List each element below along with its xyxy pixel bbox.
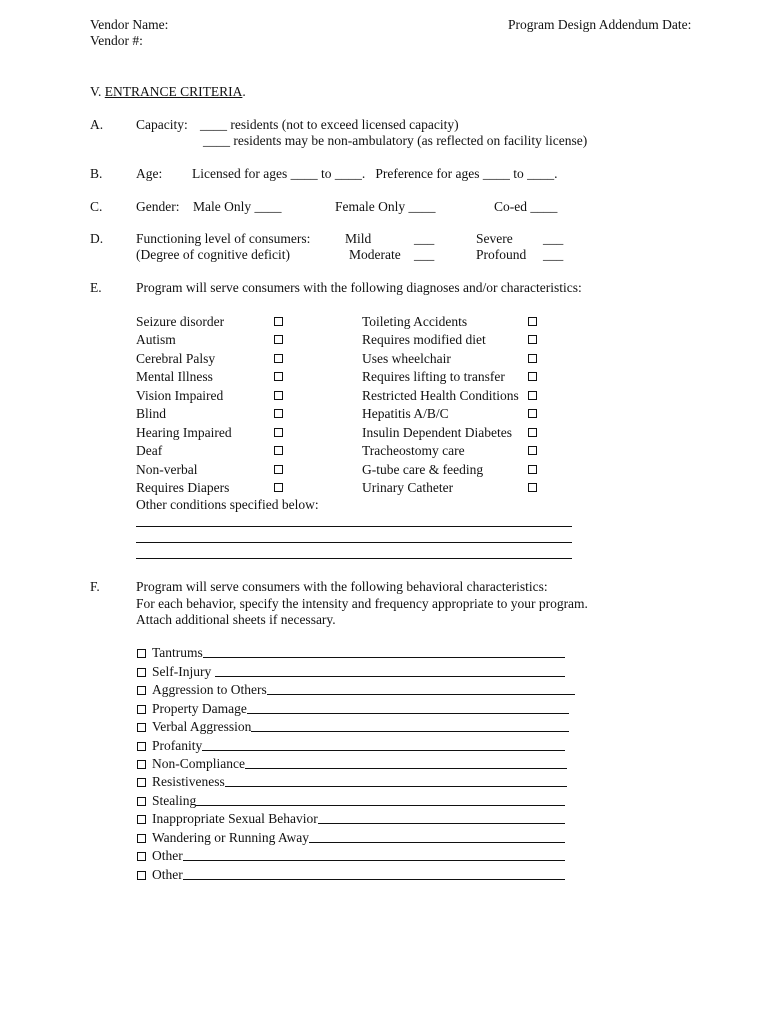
capacity-row-1 <box>200 117 459 133</box>
other-conditions-label: Other conditions specified below: <box>136 497 319 512</box>
level-moderate-blank[interactable]: ___ <box>414 247 435 262</box>
level-severe-blank[interactable]: ___ <box>543 231 564 246</box>
section-title <box>90 84 246 100</box>
gender-label: Gender: <box>136 199 180 214</box>
behavior-label: Other <box>152 867 183 882</box>
diag-right-label-0: Toileting Accidents <box>362 314 468 329</box>
diag-right-checkbox-5[interactable] <box>528 409 537 418</box>
vendor-name-label: Vendor Name: <box>90 17 169 32</box>
diag-right-label-4: Restricted Health Conditions <box>362 388 519 403</box>
addendum-date-label: Program Design Addendum Date: <box>508 17 692 32</box>
level-mild-blank[interactable]: ___ <box>414 231 435 246</box>
diag-right-label-8: G-tube care & feeding <box>362 462 484 477</box>
level-mild-label: Mild <box>345 231 372 246</box>
other-conditions-line-2[interactable] <box>136 542 572 543</box>
behavior-label: Other <box>152 848 183 863</box>
behavior-row-resistiveness <box>137 774 567 790</box>
capacity-text-2: residents may be non-ambulatory (as reflected on facility license) <box>233 133 588 148</box>
diag-left-label-4: Vision Impaired <box>136 388 224 403</box>
item-letter-d: D. <box>90 231 104 246</box>
age-label: Age: <box>136 166 163 181</box>
section-number: V. <box>90 84 102 99</box>
behavior-row-other-1 <box>137 848 565 864</box>
diag-right-checkbox-3[interactable] <box>528 372 537 381</box>
behavior-row-tantrums <box>137 645 565 661</box>
diag-right-label-6: Insulin Dependent Diabetes <box>362 425 512 440</box>
capacity-row-2 <box>203 133 587 149</box>
behavior-line[interactable] <box>183 879 565 880</box>
diag-left-checkbox-2[interactable] <box>274 354 283 363</box>
behavior-checkbox[interactable] <box>137 742 146 751</box>
diag-left-checkbox-7[interactable] <box>274 446 283 455</box>
item-letter-e: E. <box>90 280 102 295</box>
behavior-label: Verbal Aggression <box>152 719 252 734</box>
behavior-checkbox[interactable] <box>137 834 146 843</box>
behavior-line[interactable] <box>183 860 565 861</box>
behavior-checkbox[interactable] <box>137 871 146 880</box>
diag-right-label-9: Urinary Catheter <box>362 480 454 495</box>
diag-right-label-7: Tracheostomy care <box>362 443 465 458</box>
age-ranges[interactable]: Licensed for ages ____ to ____. Preference for ages ____ to ____. <box>192 166 558 181</box>
diag-right-checkbox-2[interactable] <box>528 354 537 363</box>
behavior-label: Self-Injury <box>152 664 212 679</box>
behavior-label: Inappropriate Sexual Behavior <box>152 811 318 826</box>
diag-left-checkbox-8[interactable] <box>274 465 283 474</box>
diagnoses-intro: Program will serve consumers with the following diagnoses and/or characteristics: <box>136 280 582 295</box>
diag-right-label-1: Requires modified diet <box>362 332 486 347</box>
capacity-blank-1[interactable]: ____ <box>200 117 227 132</box>
behavior-label: Resistiveness <box>152 774 225 789</box>
diag-left-checkbox-6[interactable] <box>274 428 283 437</box>
behavior-label: Non-Compliance <box>152 756 245 771</box>
behavior-label: Profanity <box>152 738 203 753</box>
gender-coed[interactable]: Co-ed ____ <box>494 199 558 214</box>
level-profound-label: Profound <box>476 247 527 262</box>
item-letter-b: B. <box>90 166 103 181</box>
behavior-checkbox[interactable] <box>137 686 146 695</box>
behavior-line[interactable] <box>318 823 565 824</box>
section-period: . <box>242 84 246 99</box>
behavior-intro-3: Attach additional sheets if necessary. <box>136 612 336 627</box>
capacity-label: Capacity: <box>136 117 188 132</box>
behavior-intro-2: For each behavior, specify the intensity and frequency appropriate to your program. <box>136 596 588 611</box>
diag-right-label-5: Hepatitis A/B/C <box>362 406 449 421</box>
other-conditions-line-3[interactable] <box>136 558 572 559</box>
behavior-row-non-compliance <box>137 756 567 772</box>
behavior-line[interactable] <box>245 768 567 769</box>
diag-left-label-5: Blind <box>136 406 167 421</box>
gender-female-only[interactable]: Female Only ____ <box>335 199 436 214</box>
level-severe-label: Severe <box>476 231 513 246</box>
behavior-label: Stealing <box>152 793 197 808</box>
behavior-line[interactable] <box>215 676 565 677</box>
behavior-checkbox[interactable] <box>137 852 146 861</box>
behavior-row-inappropriate-sexual <box>137 811 565 827</box>
other-conditions-line-1[interactable] <box>136 526 572 527</box>
behavior-line[interactable] <box>225 786 567 787</box>
capacity-blank-2[interactable]: ____ <box>203 133 230 148</box>
behavior-checkbox[interactable] <box>137 723 146 732</box>
diag-right-label-2: Uses wheelchair <box>362 351 451 366</box>
diag-left-label-8: Non-verbal <box>136 462 198 477</box>
diag-left-label-9: Requires Diapers <box>136 480 230 495</box>
vendor-number-label: Vendor #: <box>90 33 143 48</box>
functioning-sublabel: (Degree of cognitive deficit) <box>136 247 291 262</box>
diag-right-label-3: Requires lifting to transfer <box>362 369 505 384</box>
behavior-row-property-damage <box>137 701 569 717</box>
diag-left-checkbox-5[interactable] <box>274 409 283 418</box>
diag-left-label-0: Seizure disorder <box>136 314 225 329</box>
behavior-line[interactable] <box>247 713 569 714</box>
diag-left-label-7: Deaf <box>136 443 163 458</box>
behavior-checkbox[interactable] <box>137 705 146 714</box>
diag-left-checkbox-0[interactable] <box>274 317 283 326</box>
behavior-checkbox[interactable] <box>137 668 146 677</box>
item-letter-c: C. <box>90 199 103 214</box>
diag-right-checkbox-4[interactable] <box>528 391 537 400</box>
diag-left-label-2: Cerebral Palsy <box>136 351 216 366</box>
behavior-checkbox[interactable] <box>137 778 146 787</box>
behavior-row-self-injury <box>137 664 565 680</box>
behavior-checkbox[interactable] <box>137 815 146 824</box>
behavior-line[interactable] <box>202 750 565 751</box>
behavior-checkbox[interactable] <box>137 760 146 769</box>
level-moderate-label: Moderate <box>349 247 401 262</box>
behavior-checkbox[interactable] <box>137 649 146 658</box>
level-profound-blank[interactable]: ___ <box>543 247 564 262</box>
section-heading: ENTRANCE CRITERIA <box>104 84 243 99</box>
capacity-text-1: residents (not to exceed licensed capacity) <box>230 117 459 132</box>
behavior-line[interactable] <box>251 731 569 732</box>
behavior-row-profanity <box>137 738 565 754</box>
diag-left-checkbox-3[interactable] <box>274 372 283 381</box>
item-letter-f: F. <box>90 579 100 594</box>
behavior-line[interactable] <box>267 694 575 695</box>
diag-left-checkbox-4[interactable] <box>274 391 283 400</box>
behavior-row-aggression <box>137 682 575 698</box>
behavior-line[interactable] <box>203 657 565 658</box>
behavior-label: Aggression to Others <box>152 682 267 697</box>
behavior-label: Property Damage <box>152 701 247 716</box>
diag-left-checkbox-1[interactable] <box>274 335 283 344</box>
diag-left-checkbox-9[interactable] <box>274 483 283 492</box>
behavior-row-stealing <box>137 793 565 809</box>
diag-left-label-1: Autism <box>136 332 176 347</box>
functioning-label: Functioning level of consumers: <box>136 231 311 246</box>
behavior-row-verbal-aggression <box>137 719 569 735</box>
behavior-line[interactable] <box>309 842 565 843</box>
behavior-label: Wandering or Running Away <box>152 830 310 845</box>
diag-right-checkbox-1[interactable] <box>528 335 537 344</box>
diag-left-label-6: Hearing Impaired <box>136 425 232 440</box>
behavior-intro-1: Program will serve consumers with the following behavioral characteristics: <box>136 579 548 594</box>
behavior-line[interactable] <box>196 805 565 806</box>
diag-left-label-3: Mental Illness <box>136 369 213 384</box>
gender-male-only[interactable]: Male Only ____ <box>193 199 282 214</box>
diag-right-checkbox-8[interactable] <box>528 465 537 474</box>
behavior-row-other-2 <box>137 867 565 883</box>
behavior-row-wandering <box>137 830 565 846</box>
diag-right-checkbox-0[interactable] <box>528 317 537 326</box>
diag-right-checkbox-6[interactable] <box>528 428 537 437</box>
behavior-checkbox[interactable] <box>137 797 146 806</box>
diag-right-checkbox-7[interactable] <box>528 446 537 455</box>
diag-right-checkbox-9[interactable] <box>528 483 537 492</box>
item-letter-a: A. <box>90 117 104 132</box>
behavior-label: Tantrums <box>152 645 203 660</box>
